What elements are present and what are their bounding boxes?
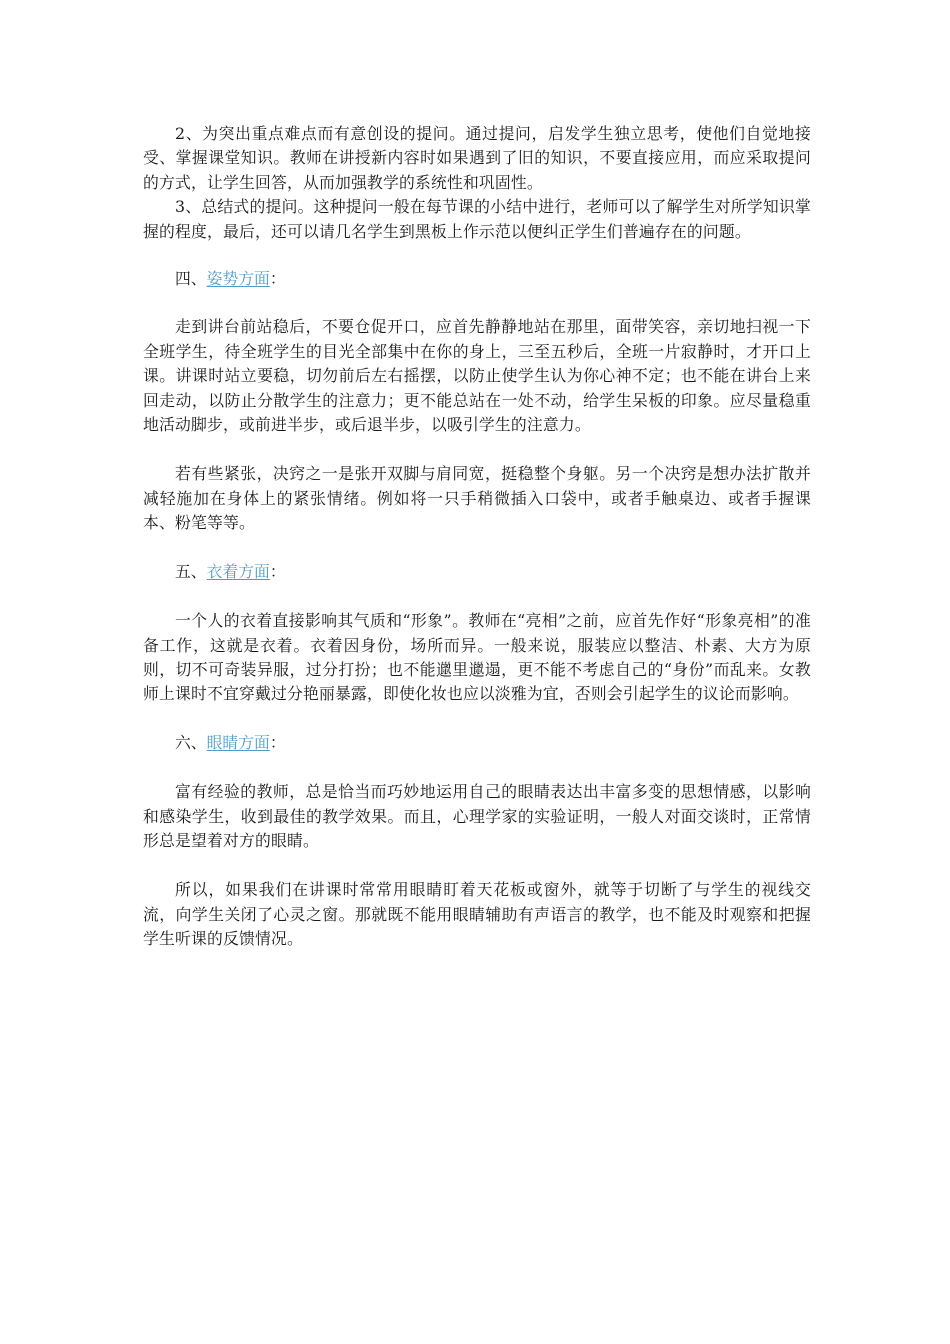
- paragraph-clothes: 一个人的衣着直接影响其气质和“形象”。教师在“亮相”之前，应首先作好“形象亮相”的准备工作，这就是衣着。衣着因身份，场所而异。一般来说，服装应以整洁、朴素、大方为原则，切不可奇装异服，过分打扮；也不能邋里邋遢，更不能不考虑自己的“身份”而乱来。女教师上课时不宜穿戴过分艳丽暴露，即使化妆也应以淡雅为宜，否则会引起学生的议论而影响。: [143, 611, 811, 704]
- section-heading-clothes: [143, 560, 811, 584]
- paragraph-question-type-3: 3、总结式的提问。这种提问一般在每节课的小结中进行，老师可以了解学生对所学知识掌握的程度，最后，还可以请几名学生到黑板上作示范以便纠正学生们普遍存在的问题。: [143, 197, 811, 241]
- section-heading-posture: [143, 267, 811, 291]
- paragraph-eyes-2: 所以，如果我们在讲课时常常用眼睛盯着天花板或窗外，就等于切断了与学生的视线交流，向学生关闭了心灵之窗。那就既不能用眼睛辅助有声语言的教学，也不能及时观察和把握学生听课的反馈情况。: [143, 880, 811, 949]
- section-colon: ：: [269, 561, 286, 581]
- clothes-link[interactable]: 衣着方面: [206, 561, 270, 581]
- document-body: [143, 122, 811, 952]
- section-number: 六、: [175, 732, 207, 752]
- paragraph-eyes-1: 富有经验的教师，总是恰当而巧妙地运用自己的眼睛表达出丰富多变的思想情感，以影响和感染学生，收到最佳的教学效果。而且，心理学家的实验证明，一般人对面交谈时，正常情形总是望着对方的眼睛。: [143, 782, 811, 850]
- section-colon: ：: [269, 269, 286, 289]
- section-heading-eyes: [143, 731, 811, 755]
- section-number: 四、: [175, 269, 207, 289]
- section-number: 五、: [175, 561, 207, 581]
- paragraph-posture-1: 走到讲台前站稳后，不要仓促开口，应首先静静地站在那里，面带笑容，亲切地扫视一下全班学生，待全班学生的目光全部集中在你的身上，三至五秒后，全班一片寂静时，才开口上课。讲课时站立要稳，切勿前后左右摇摆，以防止使学生认为你心神不定；也不能在讲台上来回走动，以防止分散学生的注意力；更不能总站在一处不动，给学生呆板的印象。应尽量稳重地活动脚步，或前进半步，或后退半步，以吸引学生的注意力。: [143, 317, 811, 435]
- eyes-link[interactable]: 眼睛方面: [206, 732, 270, 752]
- paragraph-posture-2: 若有些紧张，决窍之一是张开双脚与肩同宽，挺稳整个身躯。另一个决窍是想办法扩散并减轻施加在身体上的紧张情绪。例如将一只手稍微插入口袋中，或者手触桌边、或者手握课本、粉笔等等。: [143, 464, 811, 533]
- posture-link[interactable]: 姿势方面: [206, 269, 270, 289]
- section-colon: ：: [269, 732, 286, 752]
- paragraph-question-type-2: 2、为突出重点难点而有意创设的提问。通过提问，启发学生独立思考，使他们自觉地接受、掌握课堂知识。教师在讲授新内容时如果遇到了旧的知识，不要直接应用，而应采取提问的方式，让学生回答，从而加强教学的系统性和巩固性。: [143, 124, 811, 192]
